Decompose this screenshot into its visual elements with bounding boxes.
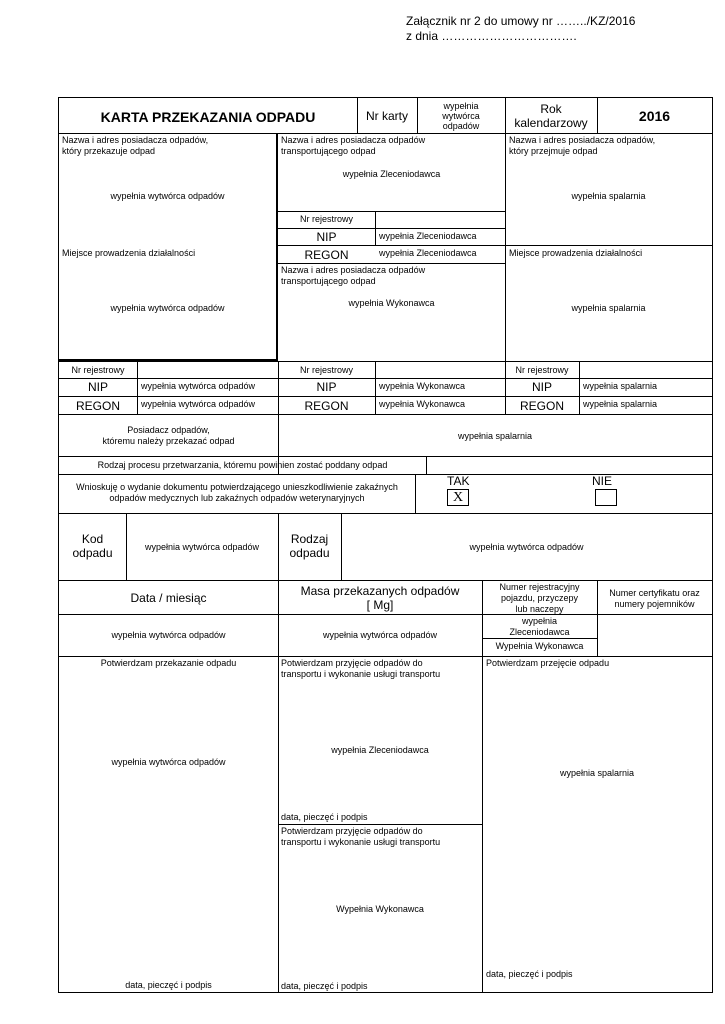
- fill-note-line3: odpadów: [442, 121, 480, 131]
- producer-label-line2: który przekazuje odpad: [62, 146, 156, 156]
- contractor-nip-label: NIP: [316, 380, 337, 394]
- receiver-label-line2: który przejmuje odpad: [509, 146, 598, 156]
- vehicle-fill-line1: wypełnia: [521, 616, 558, 626]
- receipt-fill: wypełnia spalarnia: [559, 768, 635, 778]
- receiver-label-line1: Nazwa i adres posiadacza odpadów,: [509, 135, 656, 145]
- transporter-regon-fill: wypełnia Zleceniodawca: [379, 248, 477, 258]
- receiver-fill: wypełnia spalarnia: [571, 191, 646, 201]
- certificate-header-line1: Numer certyfikatu oraz: [609, 588, 700, 598]
- agreement-date: z dnia …………………………….: [406, 29, 577, 43]
- producer-location-label: Miejsce prowadzenia działalności: [62, 248, 196, 258]
- transporter-label-line1: Nazwa i adres posiadacza odpadów: [281, 135, 426, 145]
- waste-type-label-line2: odpadu: [289, 546, 330, 560]
- mass-header-line1: Masa przekazanych odpadów: [300, 584, 460, 598]
- contractor-regon-fill: wypełnia Wykonawca: [379, 399, 465, 409]
- waste-code-label-line1: Kod: [81, 532, 104, 546]
- producer-regon-label: REGON: [75, 399, 120, 413]
- transporter-label-line2: transportującego odpad: [281, 146, 376, 156]
- transporter2-label-line1: Nazwa i adres posiadacza odpadów: [281, 265, 426, 275]
- destination-fill: wypełnia spalarnia: [457, 431, 533, 441]
- vehicle-header-line2: pojazdu, przyczepy: [500, 593, 579, 603]
- request-label-line1: Wnioskuję o wydanie dokumentu potwierdzającego unieszkodliwienie zakaźnych: [76, 482, 398, 492]
- plant-regon-label: REGON: [519, 399, 564, 413]
- vehicle-header-line3: lub naczepy: [515, 604, 564, 614]
- receiver-location-label: Miejsce prowadzenia działalności: [509, 248, 643, 258]
- date-fill: wypełnia wytwórca odpadów: [111, 630, 226, 640]
- producer-fill: wypełnia wytwórca odpadów: [110, 191, 225, 201]
- producer-regon-fill: wypełnia wytwórca odpadów: [141, 399, 256, 409]
- waste-type-fill: wypełnia wytwórca odpadów: [469, 542, 584, 552]
- transporter-regon-label: REGON: [304, 248, 349, 262]
- handover-confirm-label: Potwierdzam przekazanie odpadu: [100, 658, 237, 668]
- transporter-fill: wypełnia Zleceniodawca: [342, 169, 441, 179]
- mass-header-line2: [ Mg]: [366, 598, 394, 612]
- waste-type-label-line1: Rodzaj: [290, 532, 329, 546]
- mass-fill: wypełnia wytwórca odpadów: [322, 630, 438, 640]
- no-checkbox[interactable]: [595, 489, 617, 506]
- producer-nip-label: NIP: [87, 380, 108, 394]
- yes-check-mark: X: [452, 490, 464, 505]
- fill-note-line2: wytwórca: [442, 111, 480, 121]
- transporter-nip-label: NIP: [316, 230, 337, 244]
- receipt-signature: data, pieczęć i podpis: [486, 969, 573, 979]
- contractor-regon-label: REGON: [304, 399, 349, 413]
- producer-nip-fill: wypełnia wytwórca odpadów: [141, 381, 256, 391]
- handover-fill: wypełnia wytwórca odpadów: [111, 757, 226, 767]
- destination-label-line2: któremu należy przekazać odpad: [102, 436, 235, 446]
- process-label: Rodzaj procesu przetwarzania, któremu powinien zostać poddany odpad: [97, 460, 388, 470]
- contractor-reg-no-label: Nr rejestrowy: [299, 365, 353, 375]
- vehicle-fill2: Wypełnia Wykonawca: [495, 641, 584, 651]
- no-label: NIE: [592, 474, 613, 488]
- producer-label-line1: Nazwa i adres posiadacza odpadów,: [62, 135, 209, 145]
- certificate-header-line2: numery pojemników: [614, 599, 695, 609]
- year-label-line1: Rok: [540, 102, 562, 116]
- transporter2-fill: wypełnia Wykonawca: [348, 298, 435, 308]
- receiver-location-fill: wypełnia spalarnia: [571, 303, 646, 313]
- waste-transfer-card: [58, 97, 713, 993]
- transport2-confirm-line1: Potwierdzam przyjęcie odpadów do: [281, 826, 423, 836]
- receipt-confirm-label: Potwierdzam przejęcie odpadu: [486, 658, 610, 668]
- card-number-label: Nr karty: [366, 109, 408, 123]
- yes-checkbox[interactable]: [447, 489, 469, 506]
- transporter-nip-fill: wypełnia Zleceniodawca: [379, 231, 477, 241]
- handover-signature: data, pieczęć i podpis: [125, 980, 212, 990]
- producer-location-fill: wypełnia wytwórca odpadów: [110, 303, 225, 313]
- year-label-line2: kalendarzowy: [514, 116, 588, 130]
- request-label-line2: odpadów medycznych lub zakaźnych odpadów weterynaryjnych: [109, 493, 365, 503]
- waste-code-fill: wypełnia wytwórca odpadów: [144, 542, 260, 552]
- plant-regon-fill: wypełnia spalarnia: [583, 399, 658, 409]
- transport-confirm-line1: Potwierdzam przyjęcie odpadów do: [281, 658, 423, 668]
- plant-reg-no-label: Nr rejestrowy: [515, 365, 569, 375]
- contractor-nip-fill: wypełnia Wykonawca: [379, 381, 465, 391]
- transport2-confirm-fill: Wypełnia Wykonawca: [336, 904, 424, 914]
- plant-nip-fill: wypełnia spalarnia: [583, 381, 658, 391]
- attachment-note: Załącznik nr 2 do umowy nr ……../KZ/2016: [406, 14, 636, 28]
- transport-signature: data, pieczęć i podpis: [281, 812, 368, 822]
- fill-note-line1: wypełnia: [443, 101, 479, 111]
- transport2-signature: data, pieczęć i podpis: [281, 981, 368, 991]
- transport2-confirm-line2: transportu i wykonanie usługi transportu: [281, 837, 441, 847]
- waste-code-label-line2: odpadu: [72, 546, 113, 560]
- transport-confirm-line2: transportu i wykonanie usługi transportu: [281, 669, 441, 679]
- vehicle-header-line1: Numer rejestracyjny: [499, 582, 580, 592]
- year-value: 2016: [638, 108, 671, 124]
- plant-nip-label: NIP: [531, 380, 552, 394]
- transporter-reg-no-label: Nr rejestrowy: [299, 214, 353, 224]
- producer-reg-no-label: Nr rejestrowy: [71, 365, 125, 375]
- transporter2-label-line2: transportującego odpad: [281, 276, 376, 286]
- yes-label: TAK: [447, 474, 470, 488]
- vehicle-fill-line2: Zleceniodawca: [509, 627, 570, 637]
- date-month-header: Data / miesiąc: [130, 591, 207, 605]
- transport-confirm-fill: wypełnia Zleceniodawca: [331, 745, 429, 755]
- destination-label-line1: Posiadacz odpadów,: [127, 425, 210, 435]
- card-title: KARTA PRZEKAZANIA ODPADU: [100, 109, 316, 125]
